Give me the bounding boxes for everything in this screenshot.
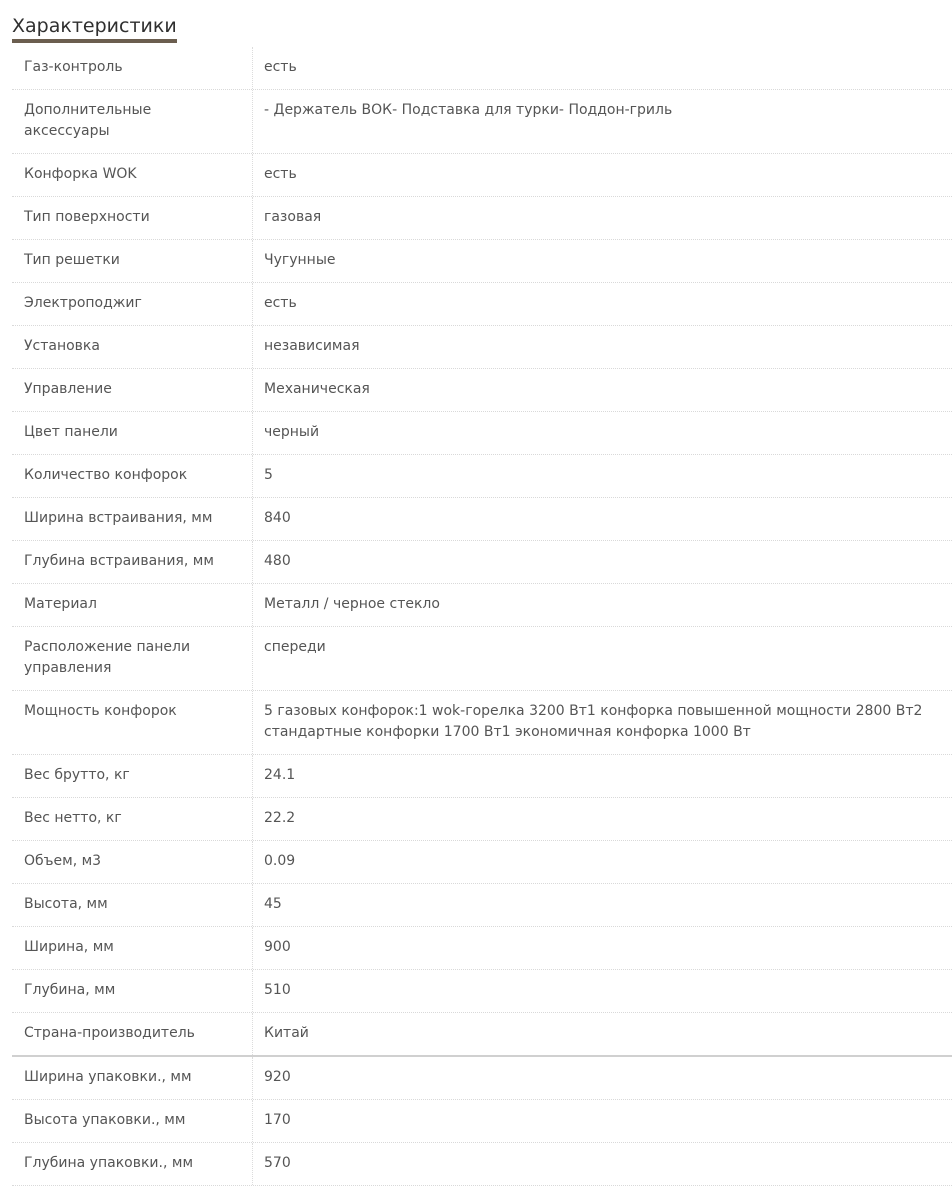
spec-name: Ширина упаковки., мм <box>12 1057 253 1099</box>
spec-value: 920 <box>264 1069 291 1085</box>
spec-value: 840 <box>264 510 291 526</box>
spec-row-ignition <box>12 283 952 326</box>
spec-value: есть <box>264 59 297 75</box>
spec-name: Объем, м3 <box>12 841 253 883</box>
spec-value: Чугунные <box>264 252 336 268</box>
spec-name: Высота, мм <box>12 884 253 926</box>
spec-value: 0.09 <box>264 853 296 869</box>
spec-row-package-height <box>12 1100 952 1143</box>
spec-row-accessories <box>12 90 952 154</box>
spec-value: газовая <box>264 209 322 225</box>
spec-name: Страна-производитель <box>12 1013 253 1055</box>
section-title: Характеристики <box>12 14 177 43</box>
spec-row-country <box>12 1013 952 1057</box>
spec-value: есть <box>264 295 297 311</box>
spec-name: Управление <box>12 369 253 411</box>
spec-value: 170 <box>264 1112 291 1128</box>
spec-name: Установка <box>12 326 253 368</box>
spec-row-builtin-depth <box>12 541 952 584</box>
spec-name: Ширина встраивания, мм <box>12 498 253 540</box>
spec-row-material <box>12 584 952 627</box>
spec-row-burner-count <box>12 455 952 498</box>
spec-row-burner-power <box>12 691 952 755</box>
spec-name: Вес брутто, кг <box>12 755 253 797</box>
spec-row-grate-type <box>12 240 952 283</box>
spec-name: Мощность конфорок <box>12 691 253 754</box>
spec-name: Тип поверхности <box>12 197 253 239</box>
spec-name: Глубина, мм <box>12 970 253 1012</box>
spec-value: есть <box>264 166 297 182</box>
spec-value: 510 <box>264 982 291 998</box>
spec-value: 22.2 <box>264 810 296 826</box>
spec-row-height <box>12 884 952 927</box>
spec-name: Электроподжиг <box>12 283 253 325</box>
specifications-section <box>12 14 952 1186</box>
spec-name: Дополнительные аксессуары <box>12 90 253 153</box>
spec-row-panel-position <box>12 627 952 691</box>
spec-name: Материал <box>12 584 253 626</box>
spec-value: 24.1 <box>264 767 296 783</box>
spec-row-control <box>12 369 952 412</box>
spec-row-gas-control <box>12 47 952 90</box>
spec-name: Глубина упаковки., мм <box>12 1143 253 1185</box>
spec-value: 45 <box>264 896 282 912</box>
spec-value: независимая <box>264 338 360 354</box>
spec-row-installation <box>12 326 952 369</box>
spec-row-width <box>12 927 952 970</box>
spec-row-panel-color <box>12 412 952 455</box>
spec-row-surface-type <box>12 197 952 240</box>
spec-value: Китай <box>264 1025 309 1041</box>
spec-name: Газ-контроль <box>12 47 253 89</box>
spec-row-depth <box>12 970 952 1013</box>
spec-value: 900 <box>264 939 291 955</box>
spec-name: Тип решетки <box>12 240 253 282</box>
spec-name: Вес нетто, кг <box>12 798 253 840</box>
spec-value: 480 <box>264 553 291 569</box>
spec-name: Ширина, мм <box>12 927 253 969</box>
spec-row-package-depth <box>12 1143 952 1186</box>
spec-value: 5 газовых конфорок:1 wok-горелка 3200 Вт1 конфорка повышенной мощности 2800 Вт2 стандартные конфорки 1700 Вт1 экономичная конфорка 1000 Вт <box>264 703 923 740</box>
spec-row-wok-burner <box>12 154 952 197</box>
specifications-table <box>12 47 952 1186</box>
spec-value: - Держатель ВОК- Подставка для турки- Поддон-гриль <box>264 102 673 118</box>
spec-row-package-width <box>12 1057 952 1100</box>
spec-value: Механическая <box>264 381 370 397</box>
spec-name: Цвет панели <box>12 412 253 454</box>
spec-name: Конфорка WOK <box>12 154 253 196</box>
spec-row-volume <box>12 841 952 884</box>
spec-value: 5 <box>264 467 273 483</box>
spec-value: 570 <box>264 1155 291 1171</box>
spec-name: Глубина встраивания, мм <box>12 541 253 583</box>
spec-row-gross-weight <box>12 755 952 798</box>
spec-row-builtin-width <box>12 498 952 541</box>
spec-value: черный <box>264 424 320 440</box>
spec-name: Высота упаковки., мм <box>12 1100 253 1142</box>
spec-value: Металл / черное стекло <box>264 596 440 612</box>
spec-name: Количество конфорок <box>12 455 253 497</box>
spec-value: спереди <box>264 639 326 655</box>
spec-name: Расположение панели управления <box>12 627 253 690</box>
spec-row-net-weight <box>12 798 952 841</box>
